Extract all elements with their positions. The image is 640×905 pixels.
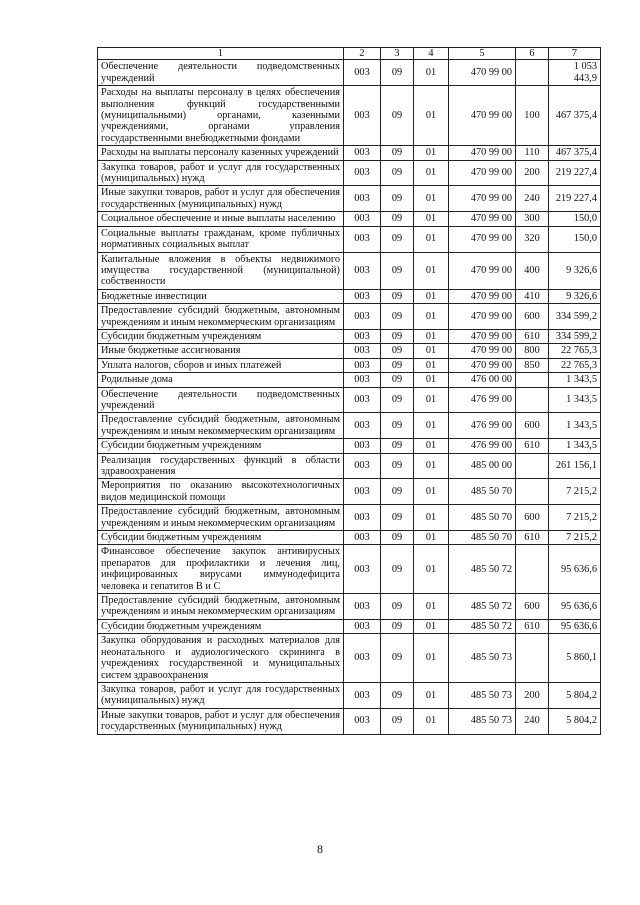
row-vr: 850 <box>516 358 549 372</box>
row-name: Иные закупки товаров, работ и услуг для обеспечения государственных (муниципальных) нужд <box>98 708 344 734</box>
row-rz: 09 <box>381 186 414 212</box>
row-sum: 1 343,5 <box>549 387 601 413</box>
row-name: Социальное обеспечение и иные выплаты населению <box>98 212 344 226</box>
row-name: Уплата налогов, сборов и иных платежей <box>98 358 344 372</box>
table-row <box>98 329 601 343</box>
table-row <box>98 505 601 531</box>
row-rz: 09 <box>381 505 414 531</box>
table-row <box>98 344 601 358</box>
row-rz: 09 <box>381 212 414 226</box>
header-col-3: 3 <box>381 48 414 60</box>
table-row <box>98 289 601 303</box>
row-gr: 003 <box>344 439 381 453</box>
table-row <box>98 387 601 413</box>
table-row <box>98 708 601 734</box>
row-vr <box>516 373 549 387</box>
table-row <box>98 86 601 146</box>
row-csr: 470 99 00 <box>449 329 516 343</box>
row-sum: 7 215,2 <box>549 531 601 545</box>
row-rz: 09 <box>381 708 414 734</box>
row-pr: 01 <box>414 413 449 439</box>
row-sum: 9 326,6 <box>549 289 601 303</box>
row-vr: 200 <box>516 160 549 186</box>
row-pr: 01 <box>414 594 449 620</box>
row-vr: 400 <box>516 252 549 289</box>
row-pr: 01 <box>414 304 449 330</box>
row-gr: 003 <box>344 86 381 146</box>
table-row <box>98 226 601 252</box>
table-row <box>98 453 601 479</box>
row-name: Бюджетные инвестиции <box>98 289 344 303</box>
row-gr: 003 <box>344 479 381 505</box>
row-sum: 1 343,5 <box>549 413 601 439</box>
row-gr: 003 <box>344 358 381 372</box>
row-rz: 09 <box>381 479 414 505</box>
table-row <box>98 634 601 683</box>
row-csr: 485 50 70 <box>449 505 516 531</box>
row-name: Иные бюджетные ассигнования <box>98 344 344 358</box>
row-sum: 261 156,1 <box>549 453 601 479</box>
row-name: Финансовое обеспечение закупок антивирусных препаратов для профилактики и лечения лиц, инфицированных вирусами иммунодефицита человека и гепатитов В и С <box>98 545 344 594</box>
row-csr: 485 50 72 <box>449 619 516 633</box>
row-sum: 22 765,3 <box>549 358 601 372</box>
row-sum: 5 804,2 <box>549 682 601 708</box>
row-name: Обеспечение деятельности подведомственных учреждений <box>98 60 344 86</box>
row-rz: 09 <box>381 682 414 708</box>
row-name: Мероприятия по оказанию высокотехнологичных видов медицинской помощи <box>98 479 344 505</box>
row-gr: 003 <box>344 329 381 343</box>
row-gr: 003 <box>344 373 381 387</box>
row-pr: 01 <box>414 634 449 683</box>
row-sum: 150,0 <box>549 226 601 252</box>
row-sum: 1 343,5 <box>549 373 601 387</box>
row-csr: 470 99 00 <box>449 86 516 146</box>
row-gr: 003 <box>344 545 381 594</box>
header-col-2: 2 <box>344 48 381 60</box>
table-row <box>98 60 601 86</box>
row-pr: 01 <box>414 344 449 358</box>
row-csr: 485 50 73 <box>449 708 516 734</box>
row-gr: 003 <box>344 60 381 86</box>
table-row <box>98 439 601 453</box>
row-pr: 01 <box>414 373 449 387</box>
row-csr: 470 99 00 <box>449 146 516 160</box>
row-sum: 22 765,3 <box>549 344 601 358</box>
header-row <box>98 48 601 60</box>
row-name: Субсидии бюджетным учреждениям <box>98 619 344 633</box>
row-pr: 01 <box>414 505 449 531</box>
table-row <box>98 160 601 186</box>
row-gr: 003 <box>344 619 381 633</box>
row-gr: 003 <box>344 289 381 303</box>
row-gr: 003 <box>344 146 381 160</box>
row-name: Социальные выплаты гражданам, кроме публичных нормативных социальных выплат <box>98 226 344 252</box>
row-gr: 003 <box>344 304 381 330</box>
row-gr: 003 <box>344 505 381 531</box>
row-sum: 1 343,5 <box>549 439 601 453</box>
row-gr: 003 <box>344 252 381 289</box>
row-rz: 09 <box>381 160 414 186</box>
row-name: Субсидии бюджетным учреждениям <box>98 439 344 453</box>
row-gr: 003 <box>344 708 381 734</box>
row-pr: 01 <box>414 545 449 594</box>
row-rz: 09 <box>381 439 414 453</box>
row-gr: 003 <box>344 531 381 545</box>
row-sum: 5 804,2 <box>549 708 601 734</box>
row-vr: 320 <box>516 226 549 252</box>
row-name: Закупка товаров, работ и услуг для государственных (муниципальных) нужд <box>98 682 344 708</box>
row-pr: 01 <box>414 289 449 303</box>
row-csr: 470 99 00 <box>449 212 516 226</box>
row-rz: 09 <box>381 358 414 372</box>
row-pr: 01 <box>414 479 449 505</box>
row-vr <box>516 60 549 86</box>
row-csr: 470 99 00 <box>449 344 516 358</box>
row-csr: 470 99 00 <box>449 289 516 303</box>
row-gr: 003 <box>344 634 381 683</box>
table-row <box>98 619 601 633</box>
row-sum: 9 326,6 <box>549 252 601 289</box>
row-vr: 200 <box>516 682 549 708</box>
row-rz: 09 <box>381 594 414 620</box>
row-csr: 470 99 00 <box>449 304 516 330</box>
row-csr: 470 99 00 <box>449 226 516 252</box>
row-csr: 476 99 00 <box>449 413 516 439</box>
row-sum: 1 053 443,9 <box>549 60 601 86</box>
row-rz: 09 <box>381 373 414 387</box>
row-sum: 150,0 <box>549 212 601 226</box>
row-rz: 09 <box>381 329 414 343</box>
table-row <box>98 358 601 372</box>
row-pr: 01 <box>414 212 449 226</box>
row-name: Закупка оборудования и расходных материалов для неонатального и аудиологического скрининга в учреждениях государственной и муниципальных систем здравоохранения <box>98 634 344 683</box>
row-gr: 003 <box>344 226 381 252</box>
row-pr: 01 <box>414 329 449 343</box>
table-row <box>98 304 601 330</box>
row-csr: 485 50 72 <box>449 594 516 620</box>
table-row <box>98 479 601 505</box>
row-sum: 467 375,4 <box>549 146 601 160</box>
row-name: Закупка товаров, работ и услуг для государственных (муниципальных) нужд <box>98 160 344 186</box>
row-name: Капитальные вложения в объекты недвижимого имущества государственной (муниципальной) собственности <box>98 252 344 289</box>
row-rz: 09 <box>381 413 414 439</box>
header-col-5: 5 <box>449 48 516 60</box>
row-name: Родильные дома <box>98 373 344 387</box>
table-row <box>98 373 601 387</box>
row-rz: 09 <box>381 619 414 633</box>
row-pr: 01 <box>414 226 449 252</box>
header-col-6: 6 <box>516 48 549 60</box>
row-rz: 09 <box>381 226 414 252</box>
row-vr: 800 <box>516 344 549 358</box>
row-vr: 610 <box>516 531 549 545</box>
row-csr: 485 50 73 <box>449 634 516 683</box>
row-pr: 01 <box>414 453 449 479</box>
row-gr: 003 <box>344 186 381 212</box>
row-vr <box>516 479 549 505</box>
row-pr: 01 <box>414 531 449 545</box>
table-row <box>98 146 601 160</box>
row-vr: 600 <box>516 413 549 439</box>
row-vr: 610 <box>516 439 549 453</box>
row-sum: 7 215,2 <box>549 479 601 505</box>
table-row <box>98 682 601 708</box>
row-gr: 003 <box>344 387 381 413</box>
row-csr: 470 99 00 <box>449 60 516 86</box>
row-vr: 110 <box>516 146 549 160</box>
table-body <box>98 60 601 734</box>
row-csr: 470 99 00 <box>449 186 516 212</box>
row-sum: 7 215,2 <box>549 505 601 531</box>
row-name: Субсидии бюджетным учреждениям <box>98 329 344 343</box>
row-gr: 003 <box>344 453 381 479</box>
row-rz: 09 <box>381 344 414 358</box>
row-pr: 01 <box>414 86 449 146</box>
row-rz: 09 <box>381 252 414 289</box>
row-rz: 09 <box>381 304 414 330</box>
row-gr: 003 <box>344 413 381 439</box>
row-pr: 01 <box>414 682 449 708</box>
row-sum: 5 860,1 <box>549 634 601 683</box>
row-pr: 01 <box>414 358 449 372</box>
row-rz: 09 <box>381 289 414 303</box>
row-name: Предоставление субсидий бюджетным, автономным учреждениям и иным некоммерческим организациям <box>98 594 344 620</box>
row-csr: 485 50 70 <box>449 479 516 505</box>
table-row <box>98 545 601 594</box>
row-vr: 240 <box>516 186 549 212</box>
row-csr: 476 00 00 <box>449 373 516 387</box>
row-rz: 09 <box>381 453 414 479</box>
row-rz: 09 <box>381 634 414 683</box>
header-col-1: 1 <box>98 48 344 60</box>
header-col-7: 7 <box>549 48 601 60</box>
row-vr: 610 <box>516 329 549 343</box>
row-vr <box>516 387 549 413</box>
row-vr: 300 <box>516 212 549 226</box>
table-row <box>98 531 601 545</box>
header-col-4: 4 <box>414 48 449 60</box>
row-name: Реализация государственных функций в области здравоохранения <box>98 453 344 479</box>
row-sum: 334 599,2 <box>549 329 601 343</box>
row-name: Иные закупки товаров, работ и услуг для обеспечения государственных (муниципальных) нужд <box>98 186 344 212</box>
row-vr: 100 <box>516 86 549 146</box>
row-rz: 09 <box>381 146 414 160</box>
row-vr: 600 <box>516 505 549 531</box>
budget-table <box>97 47 601 735</box>
row-pr: 01 <box>414 708 449 734</box>
row-csr: 485 50 73 <box>449 682 516 708</box>
row-gr: 003 <box>344 682 381 708</box>
row-name: Обеспечение деятельности подведомственных учреждений <box>98 387 344 413</box>
row-rz: 09 <box>381 387 414 413</box>
row-vr: 600 <box>516 304 549 330</box>
row-sum: 219 227,4 <box>549 186 601 212</box>
row-csr: 470 99 00 <box>449 160 516 186</box>
row-name: Субсидии бюджетным учреждениям <box>98 531 344 545</box>
row-vr: 610 <box>516 619 549 633</box>
table-row <box>98 252 601 289</box>
row-gr: 003 <box>344 594 381 620</box>
table-row <box>98 594 601 620</box>
row-name: Расходы на выплаты персоналу казенных учреждений <box>98 146 344 160</box>
row-sum: 95 636,6 <box>549 594 601 620</box>
row-gr: 003 <box>344 160 381 186</box>
row-sum: 95 636,6 <box>549 545 601 594</box>
row-gr: 003 <box>344 212 381 226</box>
row-csr: 485 50 72 <box>449 545 516 594</box>
row-name: Предоставление субсидий бюджетным, автономным учреждениям и иным некоммерческим организациям <box>98 413 344 439</box>
row-rz: 09 <box>381 545 414 594</box>
row-csr: 470 99 00 <box>449 252 516 289</box>
row-csr: 485 50 70 <box>449 531 516 545</box>
row-pr: 01 <box>414 160 449 186</box>
row-name: Расходы на выплаты персоналу в целях обеспечения выполнения функций государственными (муниципальными) органами, казенными учреждениями, органами управления государственными внебюджетными фондами <box>98 86 344 146</box>
row-name: Предоставление субсидий бюджетным, автономным учреждениям и иным некоммерческим организациям <box>98 304 344 330</box>
row-sum: 219 227,4 <box>549 160 601 186</box>
row-vr <box>516 634 549 683</box>
row-rz: 09 <box>381 531 414 545</box>
page-number: 8 <box>317 842 323 856</box>
row-pr: 01 <box>414 387 449 413</box>
row-pr: 01 <box>414 146 449 160</box>
row-sum: 467 375,4 <box>549 86 601 146</box>
row-pr: 01 <box>414 186 449 212</box>
row-sum: 334 599,2 <box>549 304 601 330</box>
table-row <box>98 413 601 439</box>
table-row <box>98 186 601 212</box>
row-pr: 01 <box>414 60 449 86</box>
row-pr: 01 <box>414 252 449 289</box>
row-sum: 95 636,6 <box>549 619 601 633</box>
row-rz: 09 <box>381 60 414 86</box>
row-vr: 240 <box>516 708 549 734</box>
table-row <box>98 212 601 226</box>
row-pr: 01 <box>414 619 449 633</box>
row-vr: 410 <box>516 289 549 303</box>
row-csr: 476 99 00 <box>449 439 516 453</box>
row-name: Предоставление субсидий бюджетным, автономным учреждениям и иным некоммерческим организациям <box>98 505 344 531</box>
row-gr: 003 <box>344 344 381 358</box>
row-rz: 09 <box>381 86 414 146</box>
row-vr: 600 <box>516 594 549 620</box>
row-vr <box>516 545 549 594</box>
row-csr: 485 00 00 <box>449 453 516 479</box>
row-csr: 470 99 00 <box>449 358 516 372</box>
row-vr <box>516 453 549 479</box>
row-csr: 476 99 00 <box>449 387 516 413</box>
row-pr: 01 <box>414 439 449 453</box>
